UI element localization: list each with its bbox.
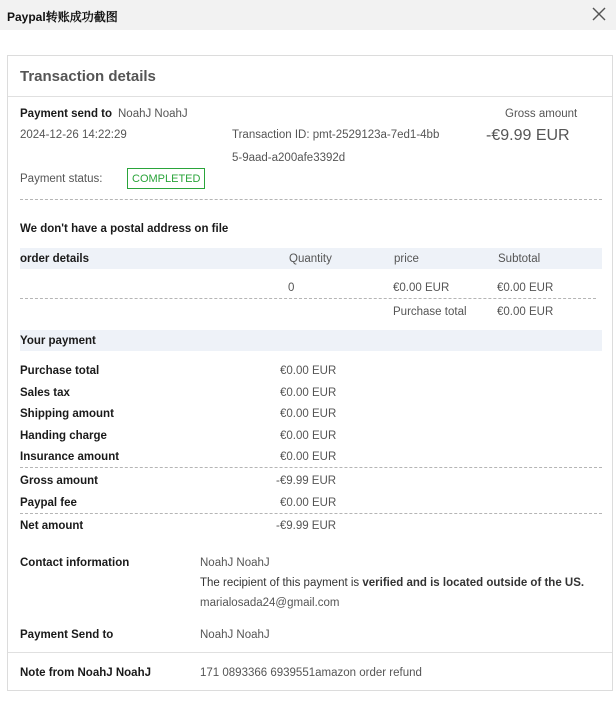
transaction-id-line1: Transaction ID: pmt-2529123a-7ed1-4bb	[232, 129, 440, 141]
shipping-amount-value: €0.00 EUR	[280, 408, 337, 420]
status-badge: COMPLETED	[127, 168, 205, 189]
payment-send-to-name: NoahJ NoahJ	[118, 108, 188, 120]
recipient-status-verified: verified and is located outside of the US.	[362, 577, 585, 589]
sales-tax-value: €0.00 EUR	[280, 387, 337, 399]
order-subtotal: €0.00 EUR	[497, 282, 554, 294]
purchase-total-value: €0.00 EUR	[497, 306, 554, 318]
shipping-amount-label: Shipping amount	[20, 408, 114, 420]
divider	[20, 467, 602, 468]
postal-address-note: We don't have a postal address on file	[20, 223, 229, 235]
subtotal-header: Subtotal	[498, 253, 541, 265]
net-amount-label: Net amount	[20, 520, 84, 532]
transaction-id-line2: 5-9aad-a200afe3392d	[232, 152, 346, 164]
gross-amount-label: Gross amount	[505, 108, 578, 120]
divider	[20, 199, 602, 200]
insurance-amount-value: €0.00 EUR	[280, 451, 337, 463]
net-amount-value: -€9.99 EUR	[276, 520, 337, 532]
page-title: Transaction details	[20, 68, 156, 85]
contact-info-label: Contact information	[20, 557, 130, 569]
gross-amount-value: -€9.99 EUR	[486, 127, 570, 144]
window-title: Paypal转账成功截图	[7, 10, 118, 24]
payment-send-to-footer-value: NoahJ NoahJ	[200, 629, 270, 641]
purchase-total-label: Purchase total	[393, 306, 467, 318]
contact-email: marialosada24@gmail.com	[200, 597, 340, 609]
order-details-header: order details	[20, 253, 90, 265]
close-icon[interactable]	[590, 5, 608, 23]
insurance-amount-label: Insurance amount	[20, 451, 120, 463]
payment-send-to-label: Payment send to	[20, 108, 113, 120]
recipient-status	[200, 577, 584, 589]
paypal-fee-value: €0.00 EUR	[280, 497, 337, 509]
payment-status-label: Payment status:	[20, 173, 103, 185]
contact-name: NoahJ NoahJ	[200, 557, 270, 569]
transaction-date: 2024-12-26 14:22:29	[20, 129, 127, 141]
divider	[8, 652, 612, 653]
order-quantity: 0	[288, 282, 295, 294]
panel-header	[8, 56, 612, 97]
gross-amount-row-value: -€9.99 EUR	[276, 475, 337, 487]
divider	[20, 513, 602, 514]
order-price: €0.00 EUR	[393, 282, 450, 294]
sales-tax-label: Sales tax	[20, 387, 70, 399]
purchase-total-row-label: Purchase total	[20, 365, 100, 377]
gross-amount-row-label: Gross amount	[20, 475, 98, 487]
note-label: Note from NoahJ NoahJ	[20, 667, 151, 679]
title-bar	[0, 0, 616, 30]
recipient-status-prefix: The recipient of this payment is	[200, 577, 363, 589]
note-value: 171 0893366 6939551amazon order refund	[200, 667, 422, 679]
divider	[20, 298, 596, 299]
payment-send-to-footer-label: Payment Send to	[20, 629, 114, 641]
quantity-header: Quantity	[289, 253, 332, 265]
price-header: price	[394, 253, 419, 265]
handing-charge-label: Handing charge	[20, 430, 107, 442]
paypal-fee-label: Paypal fee	[20, 497, 77, 509]
payment-header-band	[20, 330, 602, 351]
handing-charge-value: €0.00 EUR	[280, 430, 337, 442]
your-payment-title: Your payment	[20, 335, 96, 347]
purchase-total-row-value: €0.00 EUR	[280, 365, 337, 377]
